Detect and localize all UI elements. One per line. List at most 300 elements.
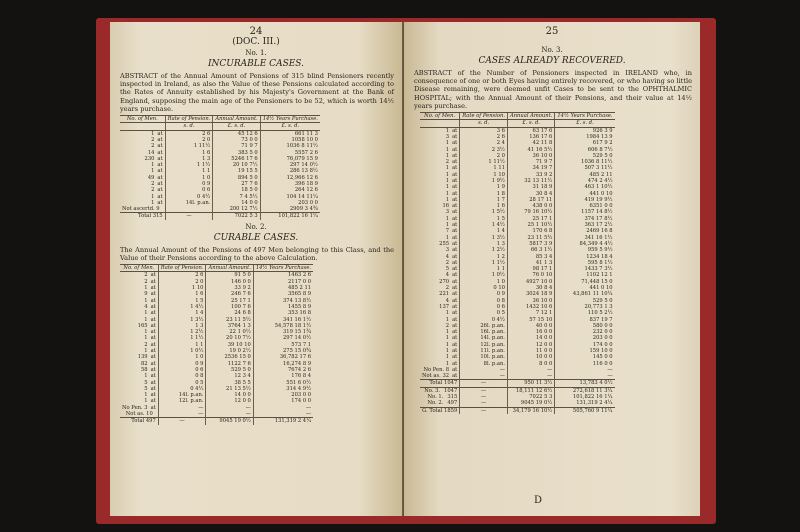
men-count: 1: [445, 348, 450, 354]
pension-table-incurable: [120, 115, 320, 220]
at-word: at: [150, 398, 156, 405]
table-cell: 1 1½: [460, 260, 508, 266]
total-row: [120, 418, 313, 425]
table-cell: 34 19 7: [507, 165, 554, 171]
table-cell: 0 5: [460, 310, 508, 316]
summary-label-cell: [420, 387, 460, 394]
table-cell: 2909 3 4¾: [260, 206, 320, 213]
table-cell: 396 18 9: [260, 181, 320, 187]
men-count: 1: [445, 222, 450, 229]
at-word: at: [157, 162, 163, 169]
table-cell: 7022 5 3: [507, 394, 554, 400]
at-word: at: [157, 199, 163, 206]
table-cell: —: [555, 367, 615, 373]
table-cell: 1 9: [460, 184, 508, 190]
table-cell: 573 7 1: [253, 342, 313, 348]
table-cell: —: [507, 367, 554, 373]
table-cell: 12l. p.an.: [158, 398, 206, 404]
table-cell: —: [460, 387, 508, 394]
table-cell: 0 10: [460, 285, 508, 291]
table-cell: 3565 8 9: [253, 291, 313, 297]
men-count: 4: [144, 303, 148, 310]
table-cell: 950 11 3½: [507, 380, 554, 387]
at-word: at: [452, 373, 458, 380]
table-cell: 894 5 0: [213, 175, 260, 181]
table-cell: 232 0 0: [555, 329, 615, 335]
men-count: 2: [151, 136, 155, 143]
table-cell: 1036 8 11½: [555, 159, 615, 165]
total-row: [420, 380, 615, 387]
table-cell: 297 14 0½: [260, 162, 320, 168]
table-cell: 2 6: [165, 130, 213, 137]
at-word: at: [452, 171, 458, 178]
men-count: 49: [147, 174, 155, 181]
table-cell: 1157 14 8½: [555, 209, 615, 215]
table-cell: 1 7: [460, 197, 508, 203]
table-cell: 363 17 2½: [555, 222, 615, 228]
table-cell: 1 1: [165, 168, 213, 174]
table-cell: 174 0 0: [555, 342, 615, 348]
col-units: s. d.: [460, 120, 508, 127]
at-word: at: [150, 316, 156, 323]
table-cell: 12l. p.an.: [460, 342, 508, 348]
at-word: at: [452, 310, 458, 317]
table-cell: 200 12 7½: [213, 206, 260, 213]
at-word: at: [157, 155, 163, 162]
col-lsd: £. s. d.: [260, 123, 320, 130]
at-word: at: [452, 341, 458, 348]
table-cell: 1102 12 1: [555, 272, 615, 278]
men-count: 1: [144, 329, 148, 336]
table-cell: 10 0 0: [507, 354, 554, 360]
at-word: at: [452, 222, 458, 229]
at-word: at: [452, 190, 458, 197]
men-count: 1: [144, 335, 148, 342]
count-cell: [120, 130, 165, 137]
table-cell: 0 6: [460, 304, 508, 310]
at-word: at: [452, 316, 458, 323]
summary-count: 497: [447, 400, 458, 407]
table-cell: 1 3: [460, 241, 508, 247]
at-word: at: [150, 341, 156, 348]
men-count: No Pen. 8: [423, 366, 450, 373]
section-number: No. 3.: [541, 46, 563, 54]
table-cell: 20 10 7½: [206, 335, 253, 341]
men-count: 1: [445, 341, 450, 348]
table-cell: 1 11½: [460, 159, 508, 165]
table-cell: —: [253, 405, 313, 411]
table-cell: 2 6: [460, 134, 508, 140]
table-cell: 2117 0 0: [253, 279, 313, 285]
table-cell: 8 0 0: [507, 361, 554, 367]
table-cell: 9045 19 0½: [507, 400, 554, 407]
table-cell: 101,822 16 1¼: [260, 213, 320, 220]
table-cell: 34,179 16 10½: [507, 407, 554, 414]
table-cell: 507 3 11½: [555, 165, 615, 171]
summary-label: No. 2.: [427, 400, 444, 407]
table-cell: 170 6 8: [507, 228, 554, 234]
at-word: at: [452, 159, 458, 166]
table-cell: 0 5: [158, 380, 206, 386]
table-cell: 353 16 8: [253, 310, 313, 316]
table-cell: 314 4 9½: [253, 386, 313, 392]
at-word: at: [452, 272, 458, 279]
table-cell: 319 15 1¾: [253, 329, 313, 335]
table-cell: —: [158, 405, 206, 411]
section-title: CASES ALREADY RECOVERED.: [478, 56, 626, 66]
col-units: s. d.: [165, 123, 213, 130]
at-word: at: [157, 168, 163, 175]
table-cell: 131,319 2 4¼: [253, 418, 313, 425]
section-intro: The Annual Amount of the Pensions of 497 Men belonging to this Class, and the Value of their Pensions according to the above Calculation.: [120, 245, 394, 262]
table-cell: 1 9½: [460, 178, 508, 184]
doc-reference: (DOC. III.): [232, 37, 280, 47]
table-cell: 1 1: [460, 266, 508, 272]
table-cell: 1 3½: [460, 235, 508, 241]
men-count: 2: [144, 341, 148, 348]
men-count: 1: [151, 168, 155, 175]
table-cell: 959 5 9½: [555, 247, 615, 253]
men-count: 1: [144, 392, 148, 399]
men-count: 1: [445, 184, 450, 191]
table-cell: 463 1 10½: [555, 184, 615, 190]
table-cell: 20 10 7½: [213, 162, 260, 168]
table-cell: 1 0: [158, 354, 206, 360]
table-cell: 203 0 0: [555, 335, 615, 341]
at-word: at: [452, 303, 458, 310]
at-word: at: [150, 297, 156, 304]
table-cell: 1463 2 6: [253, 272, 313, 279]
table-cell: 1058 10 0: [260, 137, 320, 143]
at-word: at: [452, 366, 458, 373]
men-count: 3: [445, 209, 450, 216]
table-cell: 474 2 4½: [555, 178, 615, 184]
men-count: Not as. 10: [125, 411, 153, 417]
table-cell: 24 6 8: [206, 310, 253, 316]
table-cell: 1036 8 11½: [260, 143, 320, 149]
at-word: at: [452, 234, 458, 241]
table-cell: —: [460, 400, 508, 407]
at-word: at: [452, 354, 458, 361]
table-cell: 8l. p.an.: [460, 361, 508, 367]
table-cell: 36,782 17 6: [253, 354, 313, 360]
men-count: 82: [140, 360, 148, 367]
men-count: 1: [144, 348, 148, 355]
men-count: 2: [445, 159, 450, 166]
men-count: 1: [144, 398, 148, 405]
table-cell: 529 5 0: [555, 153, 615, 159]
table-cell: —: [460, 380, 508, 387]
table-cell: 0 6: [165, 187, 213, 193]
table-cell: 14l. p.an.: [460, 335, 508, 341]
table-cell: 0 4½: [460, 317, 508, 323]
table-cell: 203 0 0: [253, 392, 313, 398]
men-count: 16: [442, 203, 450, 210]
at-word: at: [452, 133, 458, 140]
table-cell: 145 0 0: [555, 354, 615, 360]
table-cell: 661 11 3: [260, 130, 320, 137]
table-cell: 580 0 0: [555, 323, 615, 329]
table-cell: 374 13 8½: [253, 298, 313, 304]
summary-row: [420, 400, 615, 407]
table-row: [120, 206, 320, 213]
table-cell: 485 2 11: [555, 172, 615, 178]
men-count: 1: [445, 140, 450, 147]
table-cell: 76 0 10: [507, 272, 554, 278]
table-cell: 76,079 15 9: [260, 156, 320, 162]
men-count: 2: [151, 180, 155, 187]
table-cell: 1 10: [158, 285, 206, 291]
table-cell: 32 13 11½: [507, 178, 554, 184]
men-count: 1: [445, 190, 450, 197]
col-no-men: No. of Men.: [120, 265, 158, 272]
men-count: 1: [151, 130, 155, 137]
men-count: 1: [144, 297, 148, 304]
at-word: at: [157, 180, 163, 187]
table-cell: 84,349 4 4½: [555, 241, 615, 247]
count-cell: [120, 411, 158, 418]
table-cell: 1 6: [158, 291, 206, 297]
men-count: 1: [151, 193, 155, 200]
table-cell: 0 4½: [158, 386, 206, 392]
table-cell: 136 17 6: [507, 134, 554, 140]
table-cell: 14 0 0: [206, 392, 253, 398]
table-cell: 529 5 0: [206, 367, 253, 373]
at-word: at: [150, 404, 156, 411]
table-cell: 1 2½: [460, 247, 508, 253]
table-cell: 1 5: [460, 216, 508, 222]
table-cell: 100 7 6: [206, 304, 253, 310]
at-word: at: [150, 360, 156, 367]
table-cell: 30 8 4: [507, 285, 554, 291]
men-count: 1: [445, 335, 450, 342]
at-word: at: [157, 174, 163, 181]
col-annual: Annual Amount.: [507, 113, 554, 120]
at-word: at: [452, 291, 458, 298]
table-cell: 23 11 5½: [206, 317, 253, 323]
table-cell: 5557 2 6: [260, 150, 320, 156]
at-word: at: [452, 259, 458, 266]
table-cell: —: [555, 373, 615, 380]
table-cell: 1 0: [165, 175, 213, 181]
left-page: [110, 22, 402, 516]
table-cell: 1 10: [460, 172, 508, 178]
at-word: at: [452, 247, 458, 254]
table-cell: 2 3½: [460, 147, 508, 153]
table-cell: 419 19 9½: [555, 197, 615, 203]
section-number: No. 1.: [245, 49, 267, 57]
table-cell: 1432 10 6: [507, 304, 554, 310]
at-word: at: [150, 354, 156, 361]
col-purchase: 14½ Years Purchase.: [555, 113, 615, 120]
table-cell: 203 0 0: [260, 200, 320, 206]
table-cell: 25 17 1: [507, 216, 554, 222]
summary-label-cell: [420, 400, 460, 407]
at-word: at: [452, 184, 458, 191]
table-cell: 0 4½: [165, 194, 213, 200]
table-cell: 1433 7 3½: [555, 266, 615, 272]
men-count: 1: [445, 360, 450, 367]
at-word: at: [452, 196, 458, 203]
count-cell: [120, 272, 158, 279]
table-cell: 0 9: [460, 291, 508, 297]
at-word: at: [150, 322, 156, 329]
at-word: at: [157, 149, 163, 156]
table-cell: 30 8 4: [507, 191, 554, 197]
col-annual: Annual Amount.: [206, 265, 253, 272]
at-word: at: [452, 228, 458, 235]
men-count: 1: [445, 215, 450, 222]
men-count: 5: [144, 385, 148, 392]
table-cell: 41 1 3: [507, 260, 554, 266]
men-count: 255: [439, 240, 450, 247]
table-row: [120, 272, 313, 279]
men-count: 1: [445, 177, 450, 184]
men-count: 3: [445, 247, 450, 254]
table-cell: 22 1 0½: [206, 329, 253, 335]
table-cell: 25 1 10½: [507, 222, 554, 228]
page-number-left: 24: [249, 26, 263, 37]
table-cell: 1 1½: [158, 335, 206, 341]
table-cell: 57 15 10: [507, 317, 554, 323]
table-cell: 36 10 0: [507, 153, 554, 159]
table-cell: 2469 16 8: [555, 228, 615, 234]
at-word: at: [452, 203, 458, 210]
col-no-men: No. of Men.: [120, 116, 165, 123]
men-count: 14: [147, 149, 155, 156]
table-cell: [165, 206, 213, 213]
at-word: at: [452, 360, 458, 367]
at-word: at: [452, 285, 458, 292]
at-word: at: [150, 348, 156, 355]
table-cell: 16l. p.an.: [460, 329, 508, 335]
men-count: Not as. 32: [422, 373, 450, 380]
table-cell: 18 5 0: [213, 187, 260, 193]
table-cell: 176 8 4: [253, 373, 313, 379]
table-cell: 1 4½: [460, 222, 508, 228]
table-cell: 43,861 11 10¼: [555, 291, 615, 297]
table-cell: —: [206, 411, 253, 418]
men-count: 1: [445, 234, 450, 241]
table-cell: 1234 18 4: [555, 254, 615, 260]
table-cell: 1 5½: [460, 209, 508, 215]
table-cell: 19 0 2½: [206, 348, 253, 354]
table-cell: 7022 5 3: [213, 213, 260, 220]
table-cell: 1 5: [158, 298, 206, 304]
table-cell: 19 15 5: [213, 168, 260, 174]
table-cell: 91 5 0: [206, 272, 253, 279]
men-count: 1: [445, 152, 450, 159]
table-cell: 110 5 2½: [555, 310, 615, 316]
table-cell: Total 315: [120, 213, 165, 220]
men-count: 270: [439, 278, 450, 285]
table-cell: 485 2 11: [253, 285, 313, 291]
at-word: at: [150, 373, 156, 380]
col-no-men: No. of Men.: [420, 113, 460, 120]
count-cell: [420, 373, 460, 380]
table-cell: 66 3 1½: [507, 247, 554, 253]
men-count: 1: [445, 146, 450, 153]
table-cell: G. Total 1859: [420, 407, 460, 414]
table-cell: 617 9 2: [555, 140, 615, 146]
table-cell: 1 4½: [158, 304, 206, 310]
men-count: 2: [144, 272, 148, 279]
table-cell: 0 9: [158, 361, 206, 367]
table-cell: 5246 17 6: [213, 156, 260, 162]
table-cell: 1984 13 9: [555, 134, 615, 140]
table-cell: 438 0 0: [507, 203, 554, 209]
at-word: at: [150, 335, 156, 342]
summary-label: No. 1.: [427, 394, 444, 401]
table-cell: 4927 10 0: [507, 279, 554, 285]
men-count: 1: [445, 127, 450, 134]
table-cell: 246 7 6: [206, 291, 253, 297]
table-cell: 40 0 0: [507, 323, 554, 329]
table-cell: —: [460, 373, 508, 380]
at-word: at: [452, 127, 458, 134]
table-cell: —: [460, 407, 508, 414]
men-count: 139: [137, 354, 148, 361]
table-cell: 2536 15 0: [206, 354, 253, 360]
col-lsd: £. s. d.: [507, 120, 554, 127]
table-cell: 11l. p.an.: [460, 348, 508, 354]
table-cell: 42 11 8: [507, 140, 554, 146]
at-word: at: [452, 140, 458, 147]
men-count: 1: [151, 162, 155, 169]
at-word: at: [452, 146, 458, 153]
summary-count: 1047: [444, 387, 458, 394]
table-cell: 297 14 0½: [253, 335, 313, 341]
at-word: at: [150, 285, 156, 292]
table-cell: 1 3: [158, 323, 206, 329]
table-cell: 71 9 7: [213, 143, 260, 149]
table-cell: 13,783 4 0½: [555, 380, 615, 387]
table-cell: 1 11: [460, 165, 508, 171]
table-cell: 3764 1 3: [206, 323, 253, 329]
table-cell: 341 16 1½: [555, 235, 615, 241]
table-cell: 11 0 0: [507, 348, 554, 354]
table-cell: 2 0: [158, 279, 206, 285]
total-row: [120, 213, 320, 220]
men-count: 1: [144, 316, 148, 323]
table-cell: 1 2: [460, 254, 508, 260]
table-cell: 1 11½: [165, 143, 213, 149]
table-cell: 441 0 10: [555, 285, 615, 291]
table-cell: 85 3 4: [507, 254, 554, 260]
table-cell: 5817 3 9: [507, 241, 554, 247]
at-word: at: [452, 335, 458, 342]
men-count: 4: [445, 272, 450, 279]
table-cell: 0 8: [460, 298, 508, 304]
table-cell: 1 6: [165, 150, 213, 156]
men-count: 1: [445, 196, 450, 203]
table-cell: 1 8: [460, 191, 508, 197]
table-row: [120, 411, 313, 418]
page-number-right: 25: [545, 26, 559, 37]
table-cell: 341 16 1½: [253, 317, 313, 323]
at-word: at: [452, 348, 458, 354]
table-cell: 7674 2 6: [253, 367, 313, 373]
at-word: at: [150, 291, 156, 298]
table-cell: 1 4: [460, 228, 508, 234]
men-count: 221: [439, 291, 450, 298]
men-count: 1: [144, 373, 148, 380]
table-cell: 286 13 8½: [260, 168, 320, 174]
table-cell: 14l. p.an.: [165, 200, 213, 206]
at-word: at: [452, 253, 458, 260]
summary-label: No. 3.: [424, 387, 441, 394]
men-count: 1: [445, 171, 450, 178]
